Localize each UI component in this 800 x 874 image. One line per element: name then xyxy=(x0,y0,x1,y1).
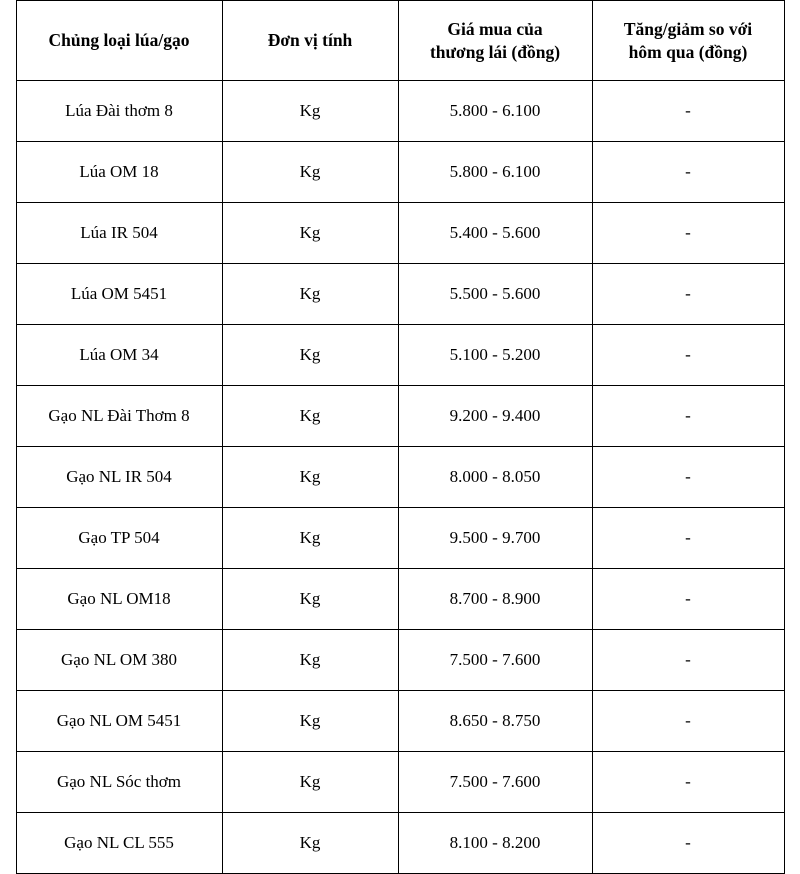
cell-change: - xyxy=(592,386,784,447)
cell-change: - xyxy=(592,813,784,874)
cell-change: - xyxy=(592,447,784,508)
table-row xyxy=(16,569,784,630)
cell-price: 5.800 - 6.100 xyxy=(398,81,592,142)
cell-commodity: Lúa Đài thơm 8 xyxy=(16,81,222,142)
column-header-unit xyxy=(222,1,398,81)
cell-price: 8.650 - 8.750 xyxy=(398,691,592,752)
column-header-commodity-line-1: Chủng loại lúa/gạo xyxy=(48,30,190,51)
cell-price: 5.100 - 5.200 xyxy=(398,325,592,386)
cell-commodity: Gạo TP 504 xyxy=(16,508,222,569)
table-row xyxy=(16,142,784,203)
column-header-change xyxy=(592,1,784,81)
rice-price-table xyxy=(16,0,785,874)
cell-commodity: Gạo NL OM 5451 xyxy=(16,691,222,752)
cell-change: - xyxy=(592,752,784,813)
table-header-row xyxy=(16,1,784,81)
cell-price: 8.100 - 8.200 xyxy=(398,813,592,874)
cell-commodity: Lúa OM 18 xyxy=(16,142,222,203)
cell-commodity: Lúa OM 5451 xyxy=(16,264,222,325)
column-header-commodity xyxy=(16,1,222,81)
cell-change: - xyxy=(592,569,784,630)
cell-commodity: Gạo NL Sóc thơm xyxy=(16,752,222,813)
cell-price: 9.200 - 9.400 xyxy=(398,386,592,447)
cell-commodity: Gạo NL IR 504 xyxy=(16,447,222,508)
cell-unit: Kg xyxy=(222,813,398,874)
table-row xyxy=(16,813,784,874)
cell-change: - xyxy=(592,142,784,203)
cell-change: - xyxy=(592,203,784,264)
cell-change: - xyxy=(592,508,784,569)
table-row xyxy=(16,630,784,691)
column-header-price xyxy=(398,1,592,81)
cell-unit: Kg xyxy=(222,447,398,508)
column-header-price-line-2: thương lái (đồng) xyxy=(429,41,561,62)
cell-commodity: Lúa IR 504 xyxy=(16,203,222,264)
table-body xyxy=(16,81,784,874)
cell-unit: Kg xyxy=(222,264,398,325)
table-row xyxy=(16,752,784,813)
cell-commodity: Gạo NL OM 380 xyxy=(16,630,222,691)
table-row xyxy=(16,325,784,386)
column-header-change-line-2: hôm qua (đồng) xyxy=(628,41,748,62)
table-row xyxy=(16,508,784,569)
table-row xyxy=(16,81,784,142)
cell-unit: Kg xyxy=(222,691,398,752)
cell-unit: Kg xyxy=(222,142,398,203)
cell-commodity: Lúa OM 34 xyxy=(16,325,222,386)
cell-unit: Kg xyxy=(222,508,398,569)
column-header-unit-line-1: Đơn vị tính xyxy=(267,30,353,51)
cell-price: 8.000 - 8.050 xyxy=(398,447,592,508)
table-row xyxy=(16,691,784,752)
cell-price: 8.700 - 8.900 xyxy=(398,569,592,630)
cell-unit: Kg xyxy=(222,630,398,691)
cell-change: - xyxy=(592,264,784,325)
table-row xyxy=(16,203,784,264)
cell-unit: Kg xyxy=(222,386,398,447)
column-header-change-line-1: Tăng/giảm so với xyxy=(623,19,753,40)
table-header xyxy=(16,1,784,81)
cell-commodity: Gạo NL OM18 xyxy=(16,569,222,630)
cell-unit: Kg xyxy=(222,81,398,142)
cell-commodity: Gạo NL CL 555 xyxy=(16,813,222,874)
column-header-price-line-1: Giá mua của xyxy=(447,19,543,40)
cell-unit: Kg xyxy=(222,325,398,386)
cell-price: 7.500 - 7.600 xyxy=(398,752,592,813)
cell-change: - xyxy=(592,325,784,386)
cell-price: 5.500 - 5.600 xyxy=(398,264,592,325)
cell-commodity: Gạo NL Đài Thơm 8 xyxy=(16,386,222,447)
cell-price: 5.400 - 5.600 xyxy=(398,203,592,264)
cell-unit: Kg xyxy=(222,203,398,264)
table-row xyxy=(16,264,784,325)
cell-unit: Kg xyxy=(222,569,398,630)
cell-price: 7.500 - 7.600 xyxy=(398,630,592,691)
cell-unit: Kg xyxy=(222,752,398,813)
cell-change: - xyxy=(592,81,784,142)
table-row xyxy=(16,386,784,447)
cell-change: - xyxy=(592,691,784,752)
cell-price: 5.800 - 6.100 xyxy=(398,142,592,203)
cell-change: - xyxy=(592,630,784,691)
table-row xyxy=(16,447,784,508)
cell-price: 9.500 - 9.700 xyxy=(398,508,592,569)
